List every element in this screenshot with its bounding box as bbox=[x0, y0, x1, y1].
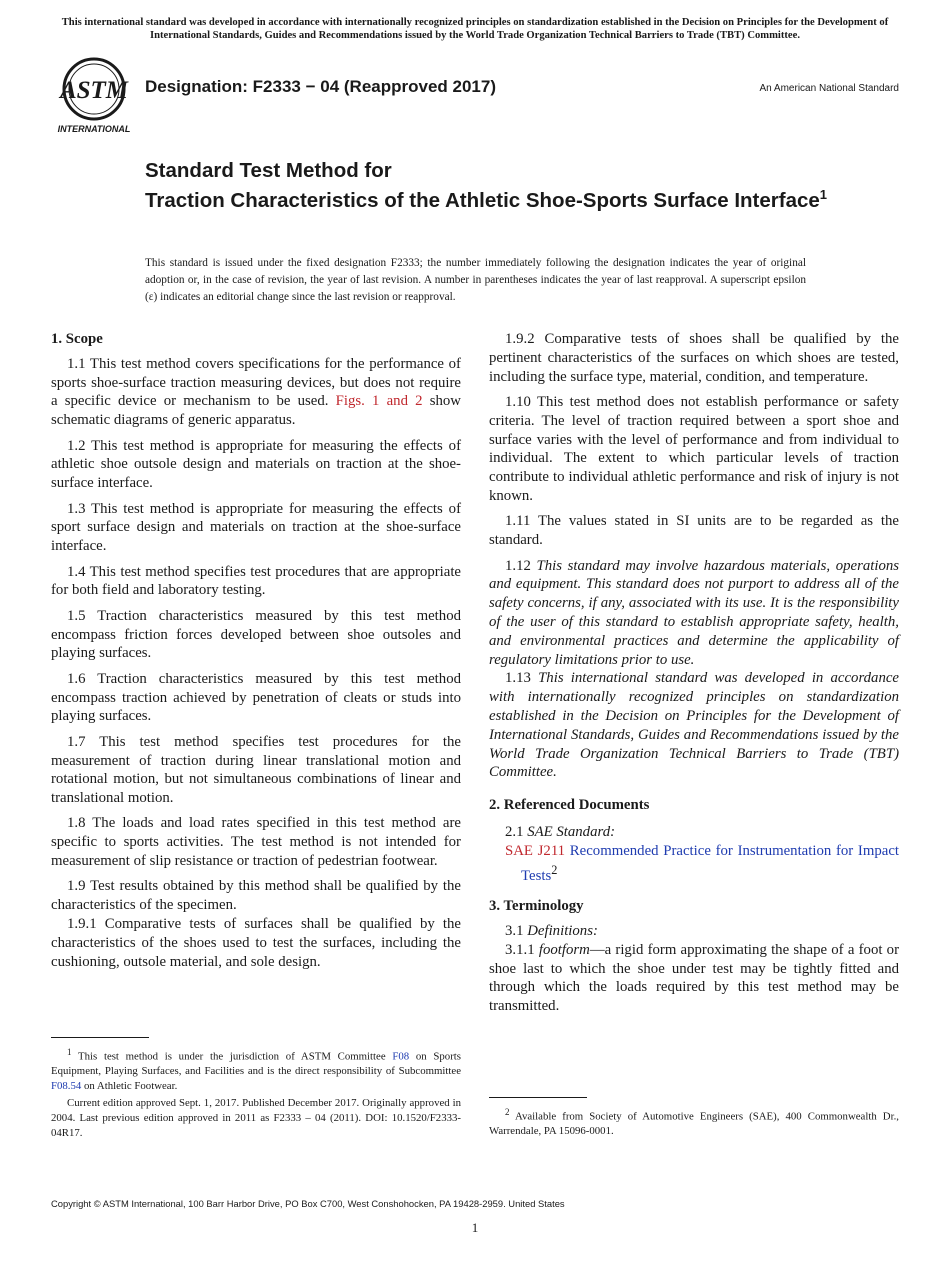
para-1-12: 1.12 This standard may involve hazardous materials, operations and equipment. This standard does not purport to address all of the safety concerns, if any, associated with its use. It is the responsibility of the user of this standard to establish appropriate safety, health, and environmental practices and determine the applicability of regulatory limitations prior to use. bbox=[489, 557, 900, 668]
referenced-documents-heading: 2. Referenced Documents bbox=[489, 797, 650, 814]
designation: Designation: F2333 − 04 (Reapproved 2017) bbox=[145, 77, 496, 96]
para-1-9-1: 1.9.1 Comparative tests of surfaces shall be qualified by the characteristics of the shoes used to test the surfaces, including the cushioning, outsole material, and sole design. bbox=[51, 916, 461, 970]
edition-note: Current edition approved Sept. 1, 2017. Published December 2017. Originally approved in 2004. Last previous edition approved in 2011 as F2333 – 04 (2011). DOI: 10.1520/F2333-04R17. bbox=[51, 1096, 461, 1139]
title-footnote-mark: 1 bbox=[819, 187, 828, 202]
top-notice: This international standard was developed in accordance with internationally recognized principles on standardization established in the Decision on Principles for the Development of International Standards, Guides and Recommendations issued by the World Trade Organization Technical Barriers to Trade (TBT) Committee. bbox=[61, 17, 889, 41]
page-number: 1 bbox=[471, 1220, 479, 1235]
astm-logo bbox=[52, 56, 136, 136]
sae-j211-link[interactable]: SAE J211 bbox=[505, 842, 566, 859]
para-1-5: 1.5 Traction characteristics measured by this test method encompass friction forces developed between shoe outsoles and playing surfaces. bbox=[51, 607, 461, 662]
sae-title-link[interactable]: Recommended Practice for Instrumentation for Impact Tests bbox=[521, 842, 900, 884]
terminology-heading: 3. Terminology bbox=[489, 898, 584, 915]
para-1-6: 1.6 Traction characteristics measured by this test method encompass traction achieved by penetration of cleats or studs into playing surfaces. bbox=[51, 670, 461, 725]
footnote-rule-right bbox=[489, 1097, 587, 1098]
para-2-1: 2.1 SAE Standard: bbox=[505, 823, 616, 840]
document-title bbox=[145, 159, 865, 213]
para-1-1: 1.1 This test method covers specifications for the performance of sports shoe-surface traction measuring devices, but does not require a specific device or mechanism to be used. Figs. 1 and 2 show schematic diagrams of generic apparatus. bbox=[51, 355, 461, 429]
footnote-rule-left bbox=[51, 1037, 149, 1038]
svg-text:INTERNATIONAL: INTERNATIONAL bbox=[57, 124, 131, 134]
para-1-7: 1.7 This test method specifies test procedures for the measurement of traction during linear translational motion and rotational motion, but not simultaneous combinations of linear and translational motion. bbox=[51, 733, 461, 807]
para-1-9-2: 1.9.2 Comparative tests of shoes shall be qualified by the pertinent characteristics of the surfaces on which shoes are tested, including the surface type, material, condition, and temperature. bbox=[489, 331, 899, 385]
f08-54-link[interactable]: F08.54 bbox=[51, 1080, 82, 1093]
figs-link[interactable]: Figs. 1 and 2 bbox=[335, 393, 423, 410]
para-1-8: 1.8 The loads and load rates specified in this test method are specific to sports activities. The test method is not intended for measurement of slip resistance or traction of pedestrian footwear. bbox=[51, 815, 461, 870]
footnote-2: $^2$ Available from Society of Automotive Engineers (SAE), 400 Commonwealth Dr., Warrendale, PA 15096-0001. bbox=[489, 1107, 899, 1138]
right-column bbox=[489, 330, 899, 1023]
para-1-2: 1.2 This test method is appropriate for measuring the effects of athletic shoe outsole design and materials on traction at the shoe-surface interface. bbox=[51, 437, 461, 492]
intro-statement: This standard is issued under the fixed designation F2333; the number immediately following the designation indicates the year of original adoption or, in the case of revision, the year of last revision. A number in parentheses indicates the year of last reapproval. A superscript epsilon (ε) indicates an editorial change since the last revision or reapproval. bbox=[145, 257, 806, 303]
f08-link[interactable]: F08 bbox=[392, 1050, 410, 1063]
american-national-standard: An American National Standard bbox=[759, 83, 899, 94]
para-1-11: 1.11 The values stated in SI units are to be regarded as the standard. bbox=[489, 513, 899, 549]
scope-heading: 1. Scope bbox=[51, 331, 103, 347]
svg-text:ASTM: ASTM bbox=[59, 77, 129, 104]
para-3-1: 3.1 Definitions: bbox=[505, 923, 598, 940]
para-1-9: 1.9 Test results obtained by this method shall be qualified by the characteristics of the specimen. bbox=[51, 878, 461, 914]
copyright-footer: Copyright © ASTM International, 100 Barr Harbor Drive, PO Box C700, West Conshohocken, PA 19428-2959. United States bbox=[51, 1198, 565, 1209]
title-line-2: Traction Characteristics of the Athletic Shoe-Sports Surface Interface$^1$ bbox=[145, 187, 828, 212]
para-1-10: 1.10 This test method does not establish performance or safety criteria. The level of traction required between a sport shoe and surface varies with the level of performance and from individual to individual. The extent to which particular levels of traction contribute to individual athletic performance and risk of injury is not known. bbox=[489, 393, 899, 504]
para-1-4: 1.4 This test method specifies test procedures that are appropriate for both field and laboratory testing. bbox=[51, 563, 461, 599]
para-1-13: 1.13 This international standard was developed in accordance with internationally recognized principles on standardization established in the Decision on Principles for the Development of International Standards, Guides and Recommendations issued by the World Trade Organization Technical Barriers to Trade (TBT) Committee. bbox=[489, 670, 899, 781]
title-line-1: Standard Test Method for bbox=[145, 159, 392, 182]
para-3-1-1: 3.1.1 footform—a rigid form approximating the shape of a foot or shoe last to which the shoe under test may be tightly fitted and through which the loads required by this test method may be transmitted. bbox=[489, 941, 899, 1015]
left-column bbox=[51, 330, 461, 978]
sae-j211-reference: SAE J211 Recommended Practice for Instrumentation for Impact Tests$^2$ bbox=[505, 842, 900, 884]
footnote-1: $^1$ This test method is under the jurisdiction of ASTM Committee F08 on Sports Equipment, Playing Surfaces, and Facilities and is the direct responsibility of Subcommittee F08.54 on Athletic Footwear. Current edition approved Sept. 1, 2017. Published December 2017. Originally approved in 2004. Last previous edition approved in 2011 as F2333 – 04 (2011). DOI: 10.1520/F2333-04R17. bbox=[51, 1047, 461, 1139]
para-1-3: 1.3 This test method is appropriate for measuring the effects of sport surface design and materials on traction at the shoe-surface interface. bbox=[51, 500, 461, 555]
